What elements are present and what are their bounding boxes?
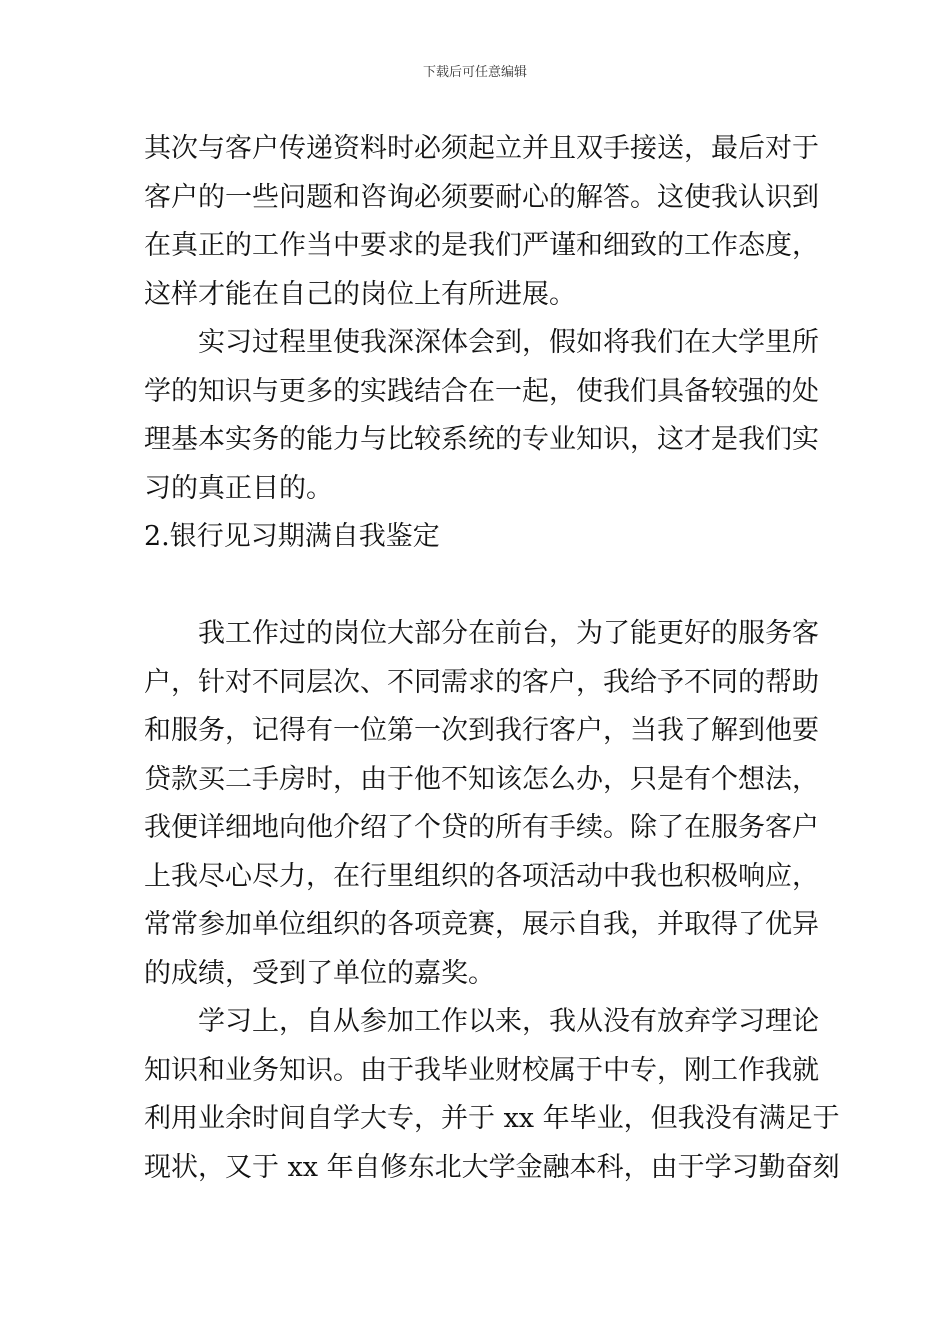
page-header: 下载后可任意编辑 xyxy=(422,65,527,80)
text-line: 理基本实务的能力与比较系统的专业知识，这才是我们实 xyxy=(144,424,819,455)
paragraph-1 xyxy=(144,125,819,319)
text-line: 习的真正目的。 xyxy=(144,472,333,504)
text-line: 和服务，记得有一位第一次到我行客户，当我了解到他要 xyxy=(144,715,819,746)
text-line: 现状，又于 xx 年自修东北大学金融本科，由于学习勤奋刻 xyxy=(144,1151,840,1183)
text-line: 客户的一些问题和咨询必须要耐心的解答。这使我认识到 xyxy=(144,181,819,213)
section-heading: 2.银行见习期满自我鉴定 xyxy=(144,521,440,552)
text-line: 这样才能在自己的岗位上有所进展。 xyxy=(144,278,576,310)
text-line: 知识和业务知识。由于我毕业财校属于中专，刚工作我就 xyxy=(144,1054,819,1086)
text-line: 其次与客户传递资料时必须起立并且双手接送，最后对于 xyxy=(144,133,819,164)
text-line: 我工作过的岗位大部分在前台，为了能更好的服务客 xyxy=(198,618,819,649)
paragraph-3 xyxy=(144,610,819,998)
document-body xyxy=(144,125,840,1192)
text-line: 学的知识与更多的实践结合在一起，使我们具备较强的处 xyxy=(144,375,819,407)
paragraph-4 xyxy=(144,998,840,1192)
text-line: 上我尽心尽力，在行里组织的各项活动中我也积极响应， xyxy=(144,860,819,892)
text-line: 常常参加单位组织的各项竞赛，展示自我，并取得了优异 xyxy=(144,909,819,940)
text-line: 户，针对不同层次、不同需求的客户，我给予不同的帮助 xyxy=(144,666,819,698)
text-line: 贷款买二手房时，由于他不知该怎么办，只是有个想法， xyxy=(144,763,819,795)
text-line: 实习过程里使我深深体会到，假如将我们在大学里所 xyxy=(198,327,819,358)
text-line: 利用业余时间自学大专，并于 xx 年毕业，但我没有满足于 xyxy=(144,1103,840,1134)
text-line: 学习上，自从参加工作以来，我从没有放弃学习理论 xyxy=(198,1006,819,1037)
text-line: 在真正的工作当中要求的是我们严谨和细致的工作态度， xyxy=(144,230,819,261)
text-line: 我便详细地向他介绍了个贷的所有手续。除了在服务客户 xyxy=(144,812,819,843)
blank-line xyxy=(144,562,808,611)
text-line: 的成绩，受到了单位的嘉奖。 xyxy=(144,957,495,989)
paragraph-2 xyxy=(144,319,819,513)
